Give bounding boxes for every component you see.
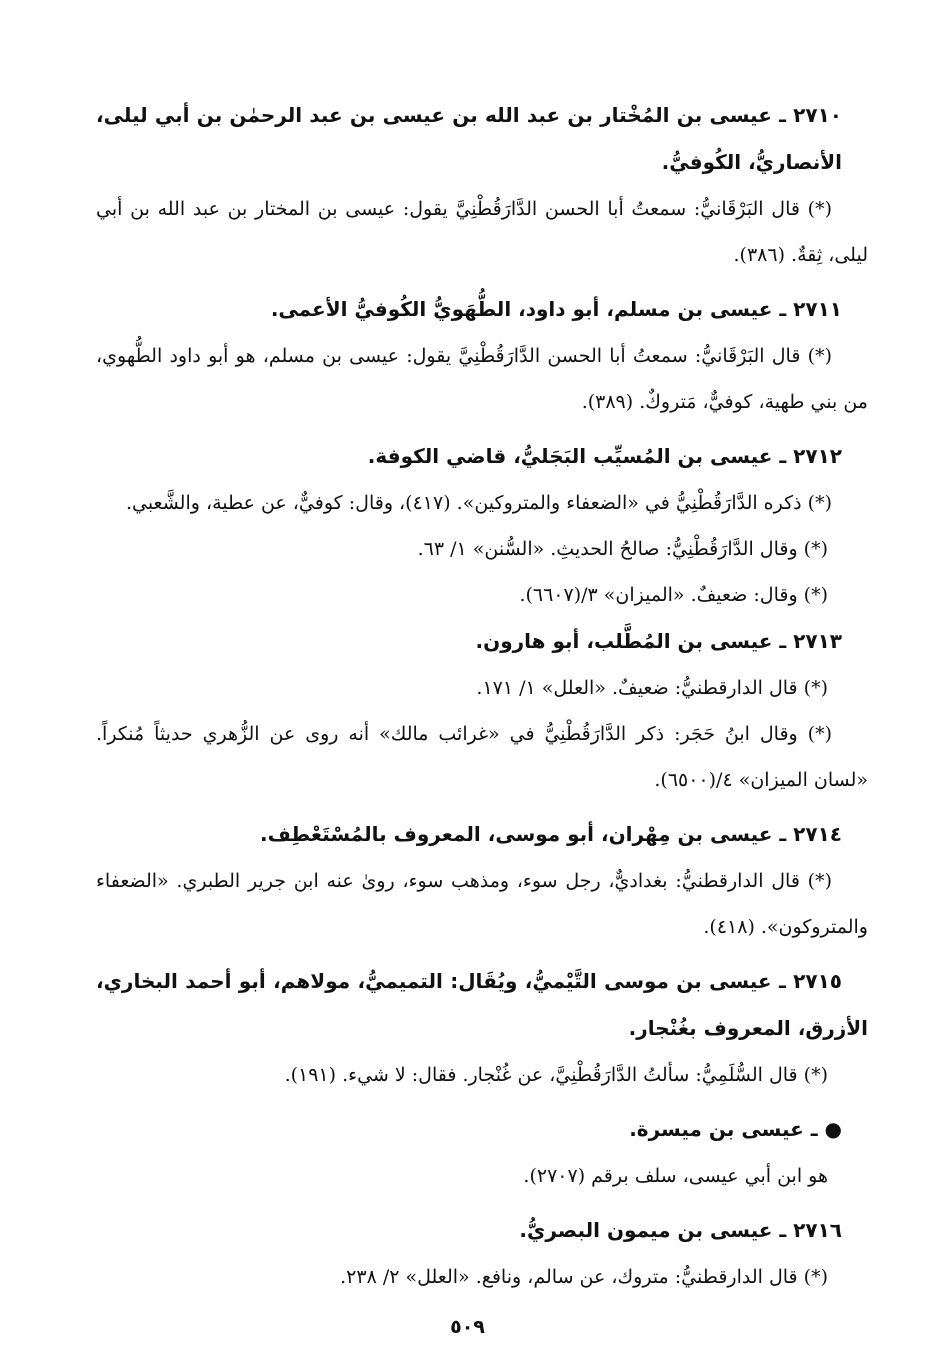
- entry-note: (*) وقال ابنُ حَجَر: ذكر الدَّارَقُطْنِيُّ في «غرائب مالك» أنه روى عن الزُّهري حديثاً مُنكراً. «لسان الميزان» ٤/(٦٥٠٠).: [96, 723, 868, 791]
- entry-heading: ٢٧١٤ ـ عيسى بن مِهْران، أبو موسى، المعروف بالمُسْتَعْطِف.: [260, 822, 842, 846]
- entry-cross-reference: [96, 1106, 868, 1199]
- page-body: [96, 92, 868, 1300]
- entry-2711: [96, 286, 868, 425]
- entry-note: (*) وقال: ضعيفٌ. «الميزان» ٣/(٦٦٠٧).: [519, 584, 828, 606]
- entry-note: هو ابن أبي عيسى، سلف برقم (٢٧٠٧).: [523, 1165, 828, 1187]
- entry-heading: ٢٧١٥ ـ عيسى بن موسى التَّيْميُّ، ويُقَال: التميميُّ، مولاهم، أبو أحمد البخاري، الأزرق، المعروف بغُنْجار.: [96, 969, 868, 1040]
- entry-2715: [96, 958, 868, 1098]
- entry-2712: [96, 433, 868, 618]
- entry-2713: [96, 618, 868, 803]
- entry-note: (*) قال السُّلَمِيُّ: سألتُ الدَّارَقُطْنِيَّ، عن غُنْجار. فقال: لا شيء. (١٩١).: [284, 1064, 828, 1086]
- entry-note: (*) قال البَرْقَانيُّ: سمعتُ أبا الحسن الدَّارَقُطْنِيَّ يقول: عيسى بن مسلم، هو أبو داود الطُّهوي، من بني طهية، كوفيٌّ، مَتروكٌ. (٣٨٩).: [96, 345, 868, 413]
- entry-note: (*) قال البَرْقَانيُّ: سمعتُ أبا الحسن الدَّارَقُطْنِيَّ يقول: عيسى بن المختار بن عبد الله بن أبي ليلى، ثِقةٌ. (٣٨٦).: [96, 198, 868, 266]
- entry-heading: ٢٧١٠ ـ عيسى بن المُخْتار بن عبد الله بن عيسى بن عبد الرحمٰن بن أبي ليلى، الأنصاريُّ، الكُوفيُّ.: [96, 103, 842, 174]
- entry-heading: ٢٧١٦ ـ عيسى بن ميمون البصريُّ.: [519, 1218, 842, 1242]
- entry-note: (*) قال الدارقطنيُّ: بغداديٌّ، رجل سوء، ومذهب سوء، روىٰ عنه ابن جرير الطبري. «الضعفاء والمتروكون». (٤١٨).: [96, 870, 868, 938]
- entry-heading: ● ـ عيسى بن ميسرة.: [629, 1117, 842, 1141]
- entry-note: (*) وقال الدَّارَقُطْنِيُّ: صالحُ الحديثِ. «السُّنن» ١/ ٦٣.: [417, 538, 828, 560]
- page-number: ٥٠٩: [450, 1316, 485, 1338]
- entry-note: (*) ذكره الدَّارَقُطْنِيُّ في «الضعفاء والمتروكين». (٤١٧)، وقال: كوفيٌّ، عن عطية، والشَّعبي.: [125, 492, 832, 514]
- entry-heading: ٢٧١٢ ـ عيسى بن المُسيِّب البَجَليُّ، قاضي الكوفة.: [367, 444, 842, 468]
- entry-2716: [96, 1207, 868, 1300]
- entry-2714: [96, 811, 868, 950]
- entry-note: (*) قال الدارقطنيُّ: ضعيفٌ. «العلل» ١/ ١٧١.: [476, 677, 828, 699]
- entry-note: (*) قال الدارقطنيُّ: متروك، عن سالم، ونافع. «العلل» ٢/ ٢٣٨.: [340, 1266, 828, 1288]
- entry-heading: ٢٧١٣ ـ عيسى بن المُطَّلب، أبو هارون.: [475, 629, 842, 653]
- entry-heading: ٢٧١١ ـ عيسى بن مسلم، أبو داود، الطُّهَويُّ الكُوفيُّ الأعمى.: [270, 297, 842, 321]
- entry-2710: [96, 92, 868, 278]
